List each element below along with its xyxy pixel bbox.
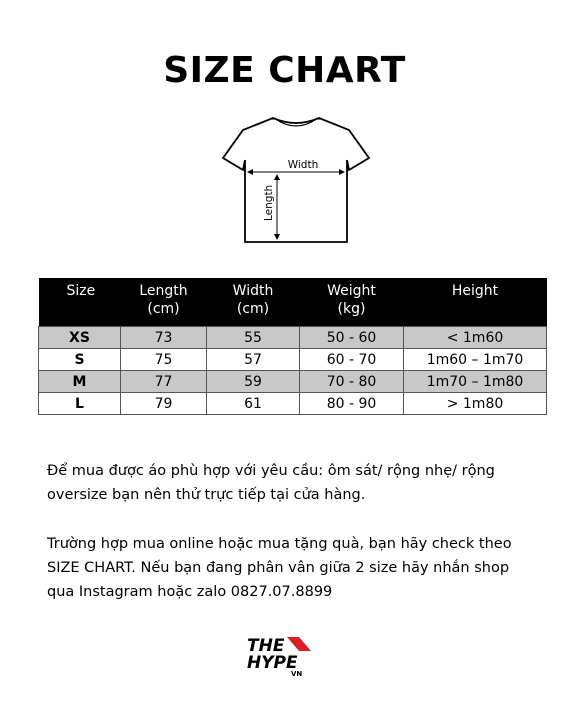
cell-length: 75	[121, 349, 207, 371]
header-width: Width (cm)	[207, 278, 300, 327]
page-title: SIZE CHART	[163, 50, 406, 91]
table-header-row	[39, 278, 547, 327]
length-label: Length	[263, 184, 275, 221]
logo-accent-mark	[287, 637, 311, 651]
cell-width: 55	[207, 327, 300, 349]
cell-length: 77	[121, 371, 207, 393]
cell-size: XS	[39, 327, 121, 349]
cell-size: M	[39, 371, 121, 393]
cell-size: L	[39, 393, 121, 415]
the-hype-logo	[247, 635, 313, 677]
table-row	[39, 327, 547, 349]
logo-line2: HYPE	[247, 653, 298, 673]
table-row	[39, 371, 547, 393]
cell-length: 73	[121, 327, 207, 349]
logo-line3: VN	[291, 670, 303, 677]
cell-weight: 80 - 90	[300, 393, 404, 415]
fitting-note: Để mua được áo phù hợp với yêu cầu: ôm sát/ rộng nhẹ/ rộng oversize bạn nên thử trực tiếp tại cửa hàng.	[47, 463, 495, 503]
online-order-note: Trường hợp mua online hoặc mua tặng quà, bạn hãy check theo SIZE CHART. Nếu bạn đang phân vân giữa 2 size hãy nhắn shop qua Instagram hoặc zalo 0827.07.8899	[47, 536, 512, 600]
cell-weight: 50 - 60	[300, 327, 404, 349]
cell-width: 61	[207, 393, 300, 415]
header-height: Height	[404, 278, 547, 327]
cell-height: > 1m80	[404, 393, 547, 415]
tshirt-outline	[223, 118, 369, 242]
table-row	[39, 393, 547, 415]
tshirt-diagram	[221, 110, 371, 250]
cell-height: 1m70 – 1m80	[404, 371, 547, 393]
cell-length: 79	[121, 393, 207, 415]
cell-size: S	[39, 349, 121, 371]
width-label: Width	[287, 159, 319, 171]
table-row	[39, 349, 547, 371]
cell-weight: 70 - 80	[300, 371, 404, 393]
header-weight: Weight (kg)	[300, 278, 404, 327]
header-size: Size	[39, 278, 121, 327]
cell-height: 1m60 – 1m70	[404, 349, 547, 371]
cell-width: 57	[207, 349, 300, 371]
cell-weight: 60 - 70	[300, 349, 404, 371]
logo-line1: THE	[247, 636, 285, 656]
size-table	[38, 278, 547, 415]
header-length: Length (cm)	[121, 278, 207, 327]
cell-height: < 1m60	[404, 327, 547, 349]
cell-width: 59	[207, 371, 300, 393]
